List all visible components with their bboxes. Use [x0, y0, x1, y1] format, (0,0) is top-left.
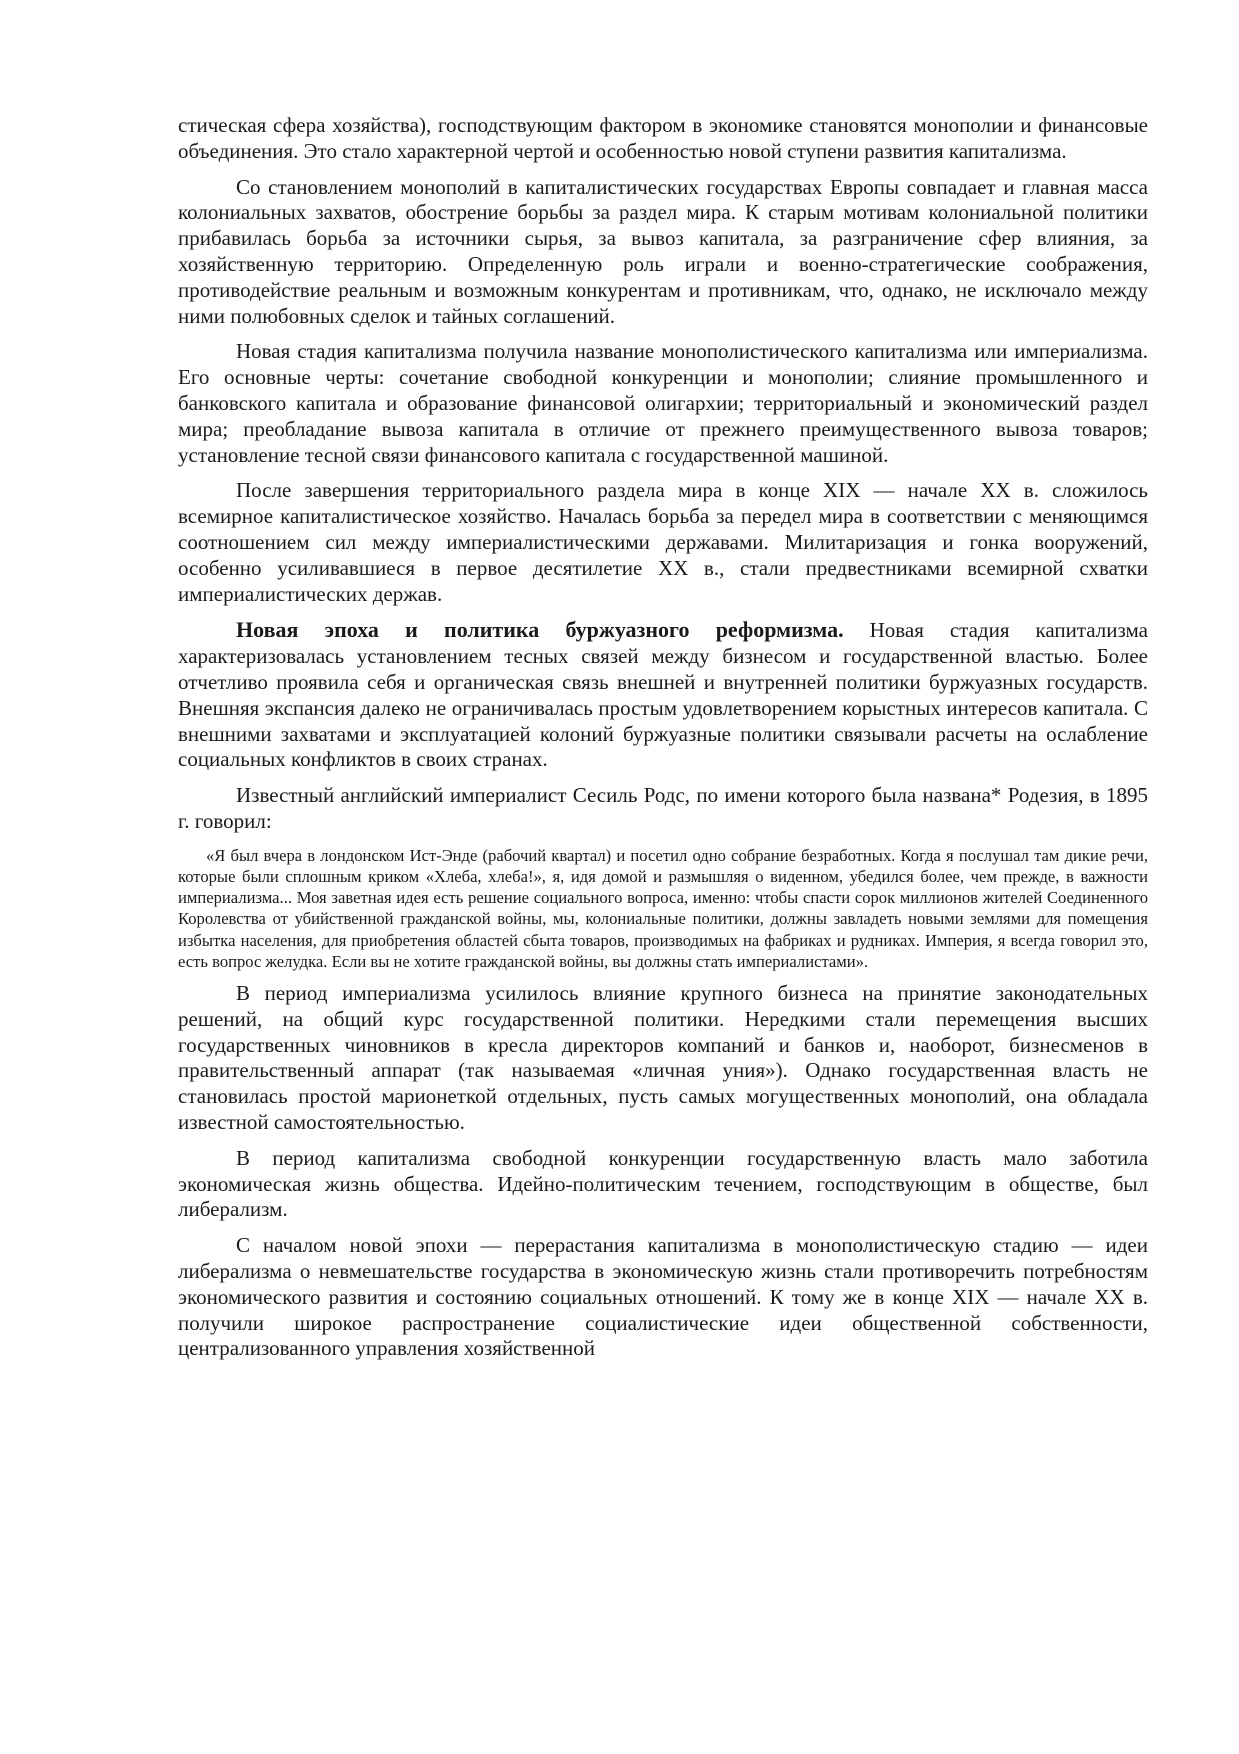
document-page — [178, 113, 1148, 1372]
paragraph: После завершения территориального раздела мира в конце XIX — начале XX в. сложилось всемирное капиталистическое хозяйство. Началась борьба за передел мира в соответствии с меняющимся соотношением сил между империалистическими державами. Милитаризация и гонка вооружений, особенно усиливавшиеся в первое десятилетие XX в., стали предвестниками всемирной схватки империалистических держав. — [178, 478, 1148, 606]
section-paragraph-text: Новая стадия капитализма характеризовалась установлением тесных связей между бизнесом и государственной властью. Более отчетливо проявила себя и органическая связь внешней и внутренней политики буржуазных государств. Внешняя экспансия далеко не ограничивалась простым удовлетворением корыстных интересов капитала. С внешними захватами и эксплуатацией колоний буржуазные политики связывали расчеты на ослабление социальных конфликтов в своих странах. — [178, 618, 1148, 772]
paragraph: Со становлением монополий в капиталистических государствах Европы совпадает и главная масса колониальных захватов, обострение борьбы за раздел мира. К старым мотивам колониальной политики прибавилась борьба за источники сырья, за вывоз капитала, за разграничение сфер влияния, за хозяйственную территорию. Определенную роль играли и военно-стратегические соображения, противодействие реальным и возможным конкурентам и противникам, что, однако, не исключало между ними полюбовных сделок и тайных соглашений. — [178, 174, 1148, 328]
paragraph: С началом новой эпохи — перерастания капитализма в монополистическую стадию — идеи либерализма о невмешательстве государства в экономическую жизнь стали противоречить потребностям экономического развития и состоянию социальных отношений. К тому же в конце XIX — начале XX в. получили широкое распространение социалистические идеи общественной собственности, централизованного управления хозяйственной — [178, 1233, 1148, 1361]
paragraph: стическая сфера хозяйства), господствующим фактором в экономике становятся монополии и финансовые объединения. Это стало характерной чертой и особенностью новой ступени развития капитализма. — [178, 113, 1148, 163]
paragraph: Новая стадия капитализма получила название монополистического капитализма или империализма. Его основные черты: сочетание свободной конкуренции и монополии; слияние промышленного и банковского капитала и образование финансовой олигархии; территориальный и экономический раздел мира; преобладание вывоза капитала в отличие от прежнего преимущественного вывоза товаров; установление тесной связи финансового капитала с государственной машиной. — [178, 339, 1148, 467]
section-paragraph — [178, 617, 1148, 773]
paragraph: В период капитализма свободной конкуренции государственную власть мало заботила экономическая жизнь общества. Идейно-политическим течением, господствующим в обществе, был либерализм. — [178, 1145, 1148, 1222]
block-quote: «Я был вчера в лондонском Ист-Энде (рабочий квартал) и посетил одно собрание безработных. Когда я послушал там дикие речи, которые были сплошным криком «Хлеба, хлеба!», я, идя домой и размышляя о виденном, убедился более, чем прежде, в важности империализма... Моя заветная идея есть решение социального вопроса, именно: чтобы спасти сорок миллионов жителей Соединенного Королевства от убийственной гражданской войны, мы, колониальные политики, должны завладеть новыми землями для помещения избытка населения, для приобретения областей сбыта товаров, производимых на фабриках и рудниках. Империя, я всегда говорил это, есть вопрос желудка. Если вы не хотите гражданской войны, вы должны стать империалистами». — [178, 845, 1148, 971]
section-heading: Новая эпоха и политика буржуазного реформизма. — [236, 617, 844, 643]
paragraph: Известный английский империалист Сесиль Родс, по имени которого была названа* Родезия, в 1895 г. говорил: — [178, 783, 1148, 833]
paragraph: В период империализма усилилось влияние крупного бизнеса на принятие законодательных решений, на общий курс государственной политики. Нередкими стали перемещения высших государственных чиновников в кресла директоров компаний и банков и, наоборот, бизнесменов в правительственный аппарат (так называемая «личная уния»). Однако государственная власть не становилась простой марионеткой отдельных, пусть самых могущественных монополий, она обладала известной самостоятельностью. — [178, 980, 1148, 1134]
